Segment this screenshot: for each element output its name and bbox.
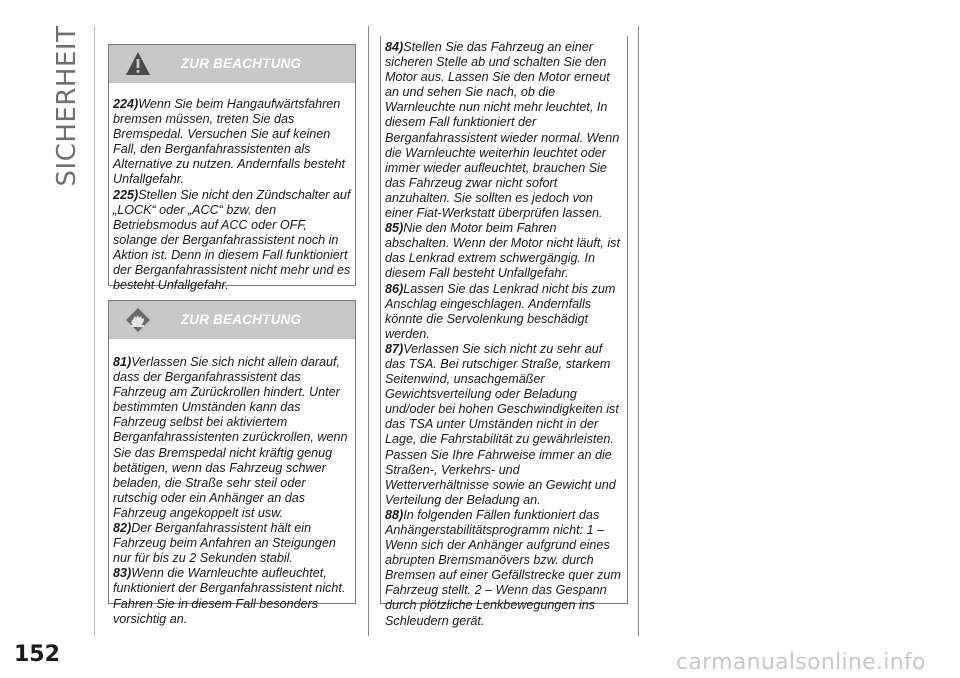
continued-warning-box	[380, 36, 628, 628]
warning-box-1-header	[109, 45, 355, 83]
item-number: 224)	[113, 97, 139, 111]
warning-box-1-body	[109, 83, 355, 299]
left-rule	[94, 26, 95, 636]
item-text: Stellen Sie nicht den Zündschalter auf „LOCK“ oder „ACC“ bzw. den Betriebsmodus auf ACC oder OFF, solange der Berganfahrassistent noch in Aktion ist. Denn in diesem Fall funktioniert der Berganfahrassistent nicht mehr und es besteht Unfallgefahr.	[113, 187, 351, 293]
item-number: 85)	[385, 221, 404, 236]
list-item	[113, 566, 351, 626]
item-number: 225)	[113, 187, 139, 202]
section-title	[48, 26, 86, 186]
warning-box-1-title: ZUR BEACHTUNG	[180, 56, 302, 71]
item-number: 84)	[385, 40, 404, 54]
item-number: 88)	[385, 507, 404, 522]
item-text: Wenn die Warnleuchte aufleuchtet, funktioniert der Berganfahrassistent nicht. Fahren Sie in diesem Fall besonders vorsichtig an.	[113, 566, 346, 626]
list-item	[113, 188, 351, 294]
item-text: Wenn Sie beim Hangaufwärtsfahren bremsen müssen, treten Sie das Bremspedal. Versuchen Sie auf keinen Fall, den Berganfahrassistenten als Alternative zu nutzen. Andernfalls besteht Unfallgefahr.	[113, 97, 345, 187]
item-text: In folgenden Fällen funktioniert das Anhängerstabilitätsprogramm nicht: 1 – Wenn sich der Anhänger aufgrund eines abrupten Bremsmanövers bzw. durch Bremsen auf einer Gefällstrecke quer zum Fahrzeug stellt. 2 – Wenn das Gespann durch plötzliche Lenkbewegungen ins Schleudern gerät.	[385, 507, 621, 628]
item-number: 81)	[113, 355, 132, 369]
list-item	[385, 342, 623, 508]
list-item	[113, 97, 351, 188]
list-item	[113, 355, 351, 521]
item-number: 82)	[113, 521, 132, 536]
list-item	[113, 521, 351, 566]
warning-box-2	[108, 300, 356, 626]
item-text: Verlassen Sie sich nicht allein darauf, dass der Berganfahrassistent das Fahrzeug am Zurückrollen hindert. Unter bestimmten Umständen kann das Fahrzeug selbst bei aktiviertem Berganfahrassistenten zurückrollen, wenn Sie das Bremspedal nicht kräftig genug betätigen, wenn das Fahrzeug schwer beladen, die Straße sehr steil oder rutschig oder ein Anhänger an das Fahrzeug angekoppelt ist usw.	[113, 355, 348, 520]
item-text: Nie den Motor beim Fahren abschalten. Wenn der Motor nicht läuft, ist das Lenkrad extrem schwergängig. In diesem Fall besteht Unfallgefahr.	[385, 221, 620, 281]
right-rule	[638, 26, 639, 636]
page-number: 152	[14, 642, 60, 667]
list-item	[385, 282, 623, 342]
item-text: Lassen Sie das Lenkrad nicht bis zum Anschlag eingeschlagen. Andernfalls könnte die Servolenkung beschädigt werden.	[385, 281, 616, 341]
list-item	[385, 508, 623, 629]
item-text: Verlassen Sie sich nicht zu sehr auf das TSA. Bei rutschiger Straße, starkem Seitenwind, unsachgemäßer Gewichtsverteilung oder Beladung und/oder bei hohen Geschwindigkeiten ist das TSA unter Umständen nicht in der Lage, die Fahrstabilität zu gewährleisten. Passen Sie Ihre Fahrweise immer an die Straßen-, Verkehrs- und Wetterverhältnisse sowie an Gewicht und Verteilung der Beladung an.	[385, 341, 619, 507]
list-item	[385, 40, 623, 221]
item-text: Stellen Sie das Fahrzeug an einer sicheren Stelle ab und schalten Sie den Motor aus. Lassen Sie den Motor erneut an und sehen Sie nach, ob die Warnleuchte nun nicht mehr leuchtet, In diesem Fall funktioniert der Berganfahrassistent wieder normal. Wenn die Warnleuchte weiterhin leuchtet oder immer wieder aufleuchtet, brauchen Sie das Fahrzeug zwar nicht sofort anzuhalten. Sie sollten es jedoch von einer Fiat-Werkstatt überprüfen lassen.	[385, 40, 620, 221]
watermark: carmanualsonline.info	[676, 650, 926, 675]
warning-box-1	[108, 44, 356, 293]
continued-warning-box-body	[381, 36, 627, 635]
section-title-text: SICHERHEIT	[52, 25, 82, 187]
warning-box-2-body	[109, 339, 355, 633]
item-number: 86)	[385, 281, 404, 296]
item-text: Der Berganfahrassistent hält ein Fahrzeug beim Anfahren an Steigungen nur für bis zu 2 Sekunden stabil.	[113, 521, 336, 566]
middle-rule	[368, 26, 369, 636]
item-number: 83)	[113, 566, 132, 581]
list-item	[385, 221, 623, 281]
warning-box-2-title: ZUR BEACHTUNG	[180, 312, 302, 327]
warning-box-2-header	[109, 301, 355, 339]
item-number: 87)	[385, 341, 404, 356]
